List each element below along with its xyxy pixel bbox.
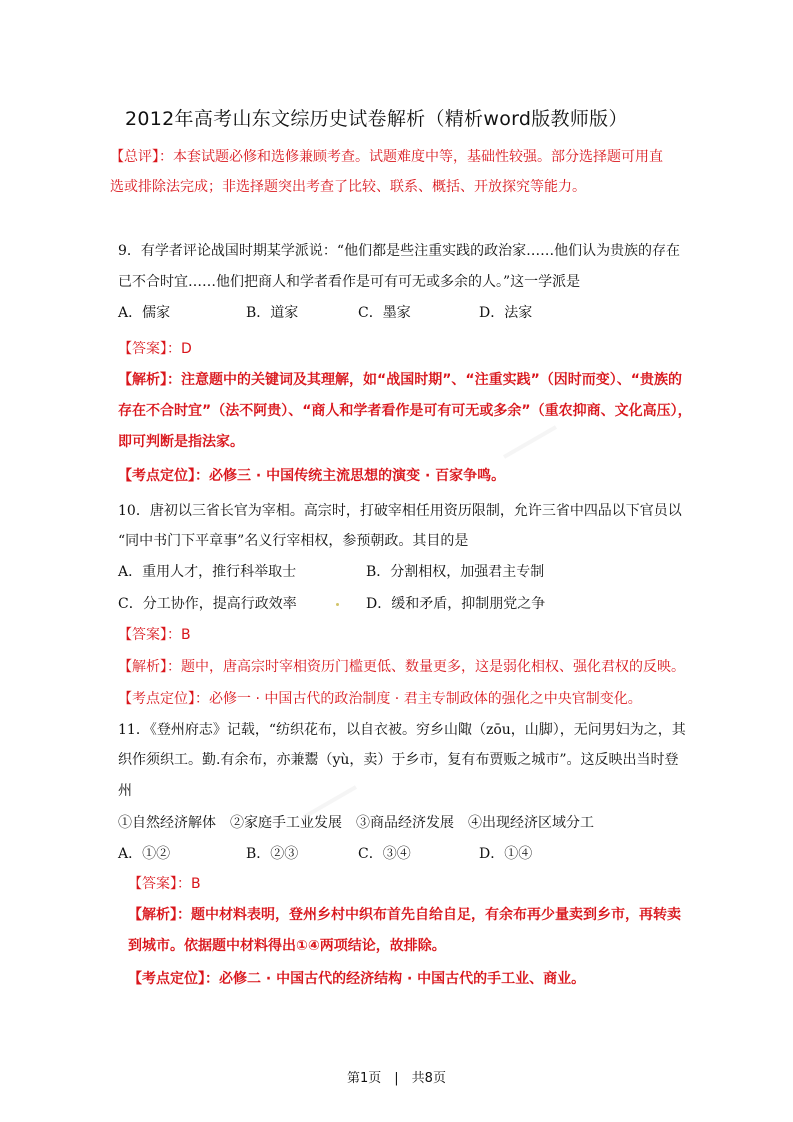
question-11-option-c: C．③④ (358, 846, 411, 862)
question-11-line-2: 织作须织工。勤.有余布，亦兼鬻（yù，卖）于乡市，复有布贾贩之城市”。这反映出当时登 (118, 752, 679, 768)
watermark-trace (503, 425, 557, 458)
question-10-option-b: B．分割相权，加强君主专制 (366, 564, 545, 580)
question-11-option-a: A．①② (118, 846, 171, 862)
question-9-option-c: C．墨家 (358, 305, 411, 321)
question-10-position: 【考点定位】：必修一 · 中国古代的政治制度 · 君主专制政体的强化之中央官制变化。 (118, 691, 642, 707)
question-10-option-d: D．缓和矛盾，抑制朋党之争 (366, 596, 546, 612)
question-9-analysis-1: 【解析】：注意题中的关键词及其理解，如“战国时期”、“注重实践”（因时而变）、“贵族的 (118, 372, 683, 388)
question-11-statements: ①自然经济解体 ②家庭手工业发展 ③商品经济发展 ④出现经济区域分工 (118, 815, 594, 831)
question-11-line-3: 州 (118, 783, 132, 799)
question-11-analysis-1: 【解析】：题中材料表明，登州乡村中织布首先自给自足，有余布再少量卖到乡市，再转卖 (128, 907, 681, 923)
question-9-option-d: D．法家 (479, 305, 533, 321)
question-11-line-1: 11．《登州府志》记载，“纺织花布，以自衣被。穷乡山陬（zōu，山脚），无问男妇为之，其 (118, 722, 686, 738)
question-10-analysis: 【解析】：题中，唐高宗时宰相资历门槛更低、数量更多，这是弱化相权、强化君权的反映。 (118, 659, 685, 675)
question-10-line-1: 10．唐初以三省长官为宰相。高宗时，打破宰相任用资历限制，允许三省中四品以下官员以 (118, 503, 682, 519)
question-9-analysis-3: 即可判断是指法家。 (118, 434, 244, 450)
question-9-option-a: A．儒家 (118, 305, 171, 321)
page-title: 2012年高考山东文综历史试卷解析（精析word版教师版） (125, 108, 628, 130)
question-9-option-b: B．道家 (246, 305, 299, 321)
question-10-option-a: A．重用人才，推行科举取士 (118, 564, 297, 580)
question-11-option-b: B．②③ (246, 846, 299, 862)
question-11-option-d: D．①④ (479, 846, 533, 862)
question-9-position: 【考点定位】：必修三 · 中国传统主流思想的演变 · 百家争鸣。 (118, 468, 506, 484)
question-10-answer: 【答案】：B (118, 627, 191, 643)
question-9-answer: 【答案】：D (118, 341, 192, 357)
question-11-analysis-2: 到城市。依据题中材料得出①④两项结论，故排除。 (128, 938, 446, 954)
question-9-line-1: 9．有学者评论战国时期某学派说：“他们都是些注重实践的政治家……他们认为贵族的存在 (118, 243, 681, 259)
summary-line-2: 选或排除法完成；非选择题突出考查了比较、联系、概括、开放探究等能力。 (110, 179, 586, 195)
question-10-line-2: “同中书门下平章事”名义行宰相权，参预朝政。其目的是 (118, 533, 469, 549)
summary-line-1: 【总评】：本套试题必修和选修兼顾考查。试题难度中等，基础性较强。部分选择题可用直 (110, 149, 663, 165)
question-10-option-c: C．分工协作，提高行政效率 (118, 596, 297, 612)
question-11-answer: 【答案】：B (128, 876, 201, 892)
page-footer: 第1页 | 共8页 (347, 1071, 446, 1086)
stray-dot (336, 603, 339, 606)
question-9-line-2: 已不合时宜……他们把商人和学者看作是可有可无或多余的人。”这一学派是 (118, 274, 581, 290)
question-9-analysis-2: 存在不合时宜”（法不阿贵）、“商人和学者看作是可有可无或多余”（重农抑商、文化高压）， (118, 403, 692, 419)
question-11-position: 【考点定位】：必修二 · 中国古代的经济结构 · 中国古代的手工业、商业。 (128, 971, 586, 987)
